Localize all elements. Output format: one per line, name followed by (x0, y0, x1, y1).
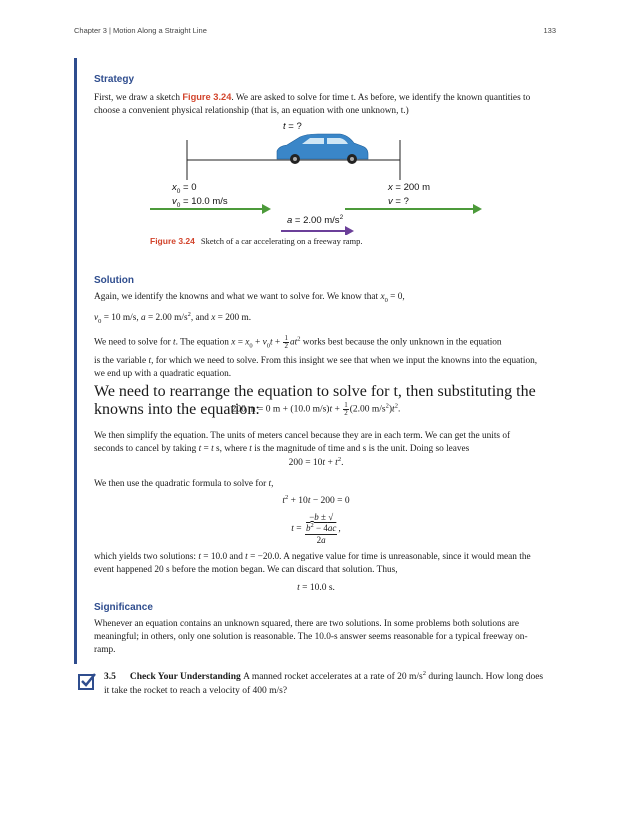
solution-p5: We then use the quadratic formula to solve for t, (94, 479, 274, 489)
cyu-title: Check Your Understanding (129, 672, 241, 682)
v0-label: $v_0 = 10.0$ m/s (172, 196, 228, 209)
check-understanding (104, 670, 549, 698)
checkbox-icon (78, 672, 96, 690)
solution-p6: which yields two solutions: t = 10.0 and t = −20.0. A negative value for time is unreasonable, since it would mean the event happened 20 s before the motion began. We can discard that solution. Thus, (94, 552, 531, 575)
significance-paragraph: Whenever an equation contains an unknown squared, there are two solutions. In some problems both solutions are meaningful; in others, only one solution is reasonable. The 10.0-s answer seems reasonable for a typical freeway on-ramp. (94, 619, 528, 655)
solution-p2b: is the variable t, for which we need to solve. From this insight we see that when we input the knowns into the equation, we end up with a quadratic equation. (94, 356, 538, 379)
solution-p3: We need to rearrange the equation to solve for t, then substituting the knowns into the equation: (94, 383, 536, 418)
v-label: v = ? (388, 196, 409, 207)
equation-substitution: 200 m = 0 m + (10.0 m/s)t + $\frac{1}{2}$ (2.00 $m/s^2)t^2$. (231, 401, 401, 417)
x0-label: $x_0 = 0$ (172, 182, 197, 195)
running-header-chapter: Chapter 3 | Motion Along a Straight Line (74, 26, 207, 35)
solution-p4: We then simplify the equation. The units of meters cancel because they are in each term. We can get the units of seconds to cancel by taking t = t s, where t is the magnitude of time and s is the unit. Doing so leaves (94, 431, 511, 454)
figure-caption (150, 236, 363, 246)
strategy-paragraph: First, we draw a sketch Figure 3.24. We are asked to solve for time t. As before, we identify the known quantities to choose a convenient physical relationship (that is, an equation with one unknown, t.) (94, 92, 531, 116)
equation-answer: t = 10.0 s. (297, 583, 335, 593)
acceleration-arrow (281, 226, 354, 235)
equation-quadratic: $t^2 + 10t - 200 = 0$ (282, 493, 350, 506)
x-label: x = 200 m (388, 182, 430, 193)
equation-simplified: $200 = 10t + t^2$. (288, 455, 344, 468)
figure-link[interactable]: Figure 3.24 (182, 92, 232, 102)
a-label: a = 2.00 $m/s^2$ (287, 213, 344, 226)
example-sidebar-bar (74, 58, 77, 664)
solution-p1: Again, we identify the knowns and what we want to solve for. We know that $x_0 = 0$, (94, 292, 405, 304)
figure-label: Figure 3.24 (150, 236, 195, 246)
equation-quadratic-formula: t = −b ± √ $b^2 - 4ac$ 2a , (291, 512, 341, 545)
solution-p1b: $v_0 = 10$ m/s, a = 2.00 $m/s^2$, and x = 200 m. (94, 310, 252, 325)
t-unknown-label: t = ? (283, 121, 302, 132)
solution-heading: Solution (94, 275, 134, 286)
page-number: 133 (543, 26, 556, 35)
caption-text: Sketch of a car accelerating on a freeway ramp. (200, 236, 363, 246)
significance-heading: Significance (94, 602, 153, 613)
solution-p2: We need to solve for t. The equation $x = x_0 + v_0t$ + $\frac{1}{2}$ $at^2$ works best because the only unknown in the equation (94, 334, 502, 350)
cyu-text: A manned rocket accelerates at a rate of 20 $m/s^2$ during launch. How long does it take the rocket to reach a velocity of 400 m/s? (104, 669, 544, 696)
velocity-arrow-right (345, 204, 482, 214)
strategy-heading: Strategy (94, 74, 135, 85)
cyu-number: 3.5 (104, 672, 116, 682)
